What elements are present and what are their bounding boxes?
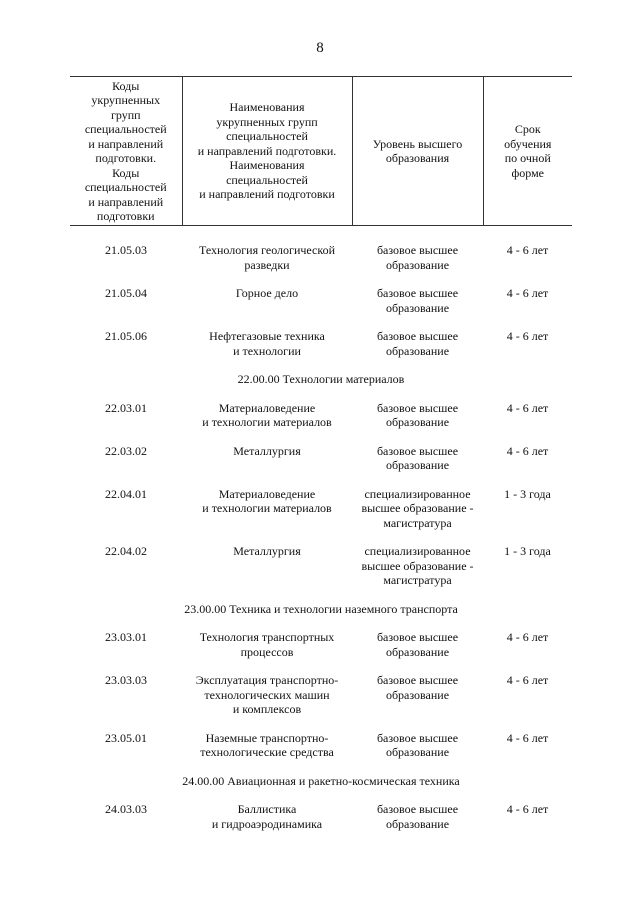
cell-name: Баллистика и гидроаэродинамика [211,802,323,831]
cell-term: 4 - 6 лет [506,730,549,745]
table-row [70,731,572,774]
cell-term: 4 - 6 лет [506,400,549,415]
cell-level: базовое высшее образование [376,730,459,759]
cell-level: специализированное высшее образование - магистратура [361,486,474,530]
group-row [70,602,572,631]
cell-name: Материаловедение и технологии материалов [202,486,332,515]
cell-term: 4 - 6 лет [506,802,549,816]
cell-name: Горное дело [235,286,299,300]
cell-term: 4 - 6 лет [506,673,549,687]
table-row [70,630,572,673]
table-body [70,243,572,845]
cell-name: Технология геологической разведки [198,243,336,272]
cell-name: Эксплуатация транспортно- технологических машин и комплексов [195,673,339,716]
cell-term: 1 - 3 года [504,486,551,501]
header-codes: Коды укрупненных групп специальностей и направлений подготовки. Коды специальностей и направлений подготовки [70,77,182,226]
cell-code: 22.04.02 [105,544,147,558]
cell-code: 23.05.01 [105,730,147,745]
table-row [70,243,572,286]
group-title: 24.00.00 Авиационная и ракетно-космическая техника [182,773,460,788]
page-number: 8 [316,40,324,56]
table-row [70,286,572,329]
group-row [70,372,572,401]
cell-term: 4 - 6 лет [506,286,549,300]
header-term: Срок обучения по очной форме [483,77,572,226]
table-row [70,802,572,845]
table-row [70,544,572,602]
cell-term: 4 - 6 лет [506,329,549,343]
cell-code: 22.03.02 [105,443,147,458]
cell-level: базовое высшее образование [376,329,459,358]
cell-code: 21.05.03 [105,243,147,257]
cell-code: 21.05.06 [105,329,147,343]
table-row [70,329,572,372]
cell-name: Материаловедение и технологии материалов [202,400,332,429]
cell-code: 22.03.01 [105,400,147,415]
table-row [70,444,572,487]
table-row [70,401,572,444]
cell-code: 23.03.03 [105,673,147,687]
table-row [70,673,572,731]
cell-code: 23.03.01 [105,630,147,644]
cell-code: 21.05.04 [105,286,147,300]
cell-code: 22.04.01 [105,486,147,501]
group-title: 23.00.00 Техника и технологии наземного транспорта [184,601,458,616]
cell-name: Металлургия [233,443,301,458]
header-level: Уровень высшего образования [352,77,483,226]
group-row [70,774,572,803]
header-names: Наименования укрупненных групп специальностей и направлений подготовки. Наименования специальностей и направлений подготовки [182,77,352,226]
cell-term: 4 - 6 лет [506,443,549,458]
cell-code: 24.03.03 [105,802,147,816]
cell-level: базовое высшее образование [376,802,459,831]
cell-term: 4 - 6 лет [506,630,549,644]
cell-term: 4 - 6 лет [506,243,549,257]
cell-term: 1 - 3 года [504,544,551,558]
cell-name: Технология транспортных процессов [199,630,335,659]
table-header [70,76,572,226]
table-row [70,487,572,545]
cell-level: базовое высшее образование [376,443,459,472]
cell-name: Нефтегазовые техника и технологии [209,329,325,358]
cell-level: базовое высшее образование [376,286,459,315]
group-title: 22.00.00 Технологии материалов [237,372,405,386]
cell-name: Металлургия [233,544,301,558]
cell-level: базовое высшее образование [376,630,459,659]
cell-level: базовое высшее образование [376,243,459,272]
cell-name: Наземные транспортно- технологические средства [200,730,334,759]
cell-level: специализированное высшее образование - магистратура [361,544,474,587]
cell-level: базовое высшее образование [376,673,459,702]
cell-level: базовое высшее образование [376,400,459,429]
